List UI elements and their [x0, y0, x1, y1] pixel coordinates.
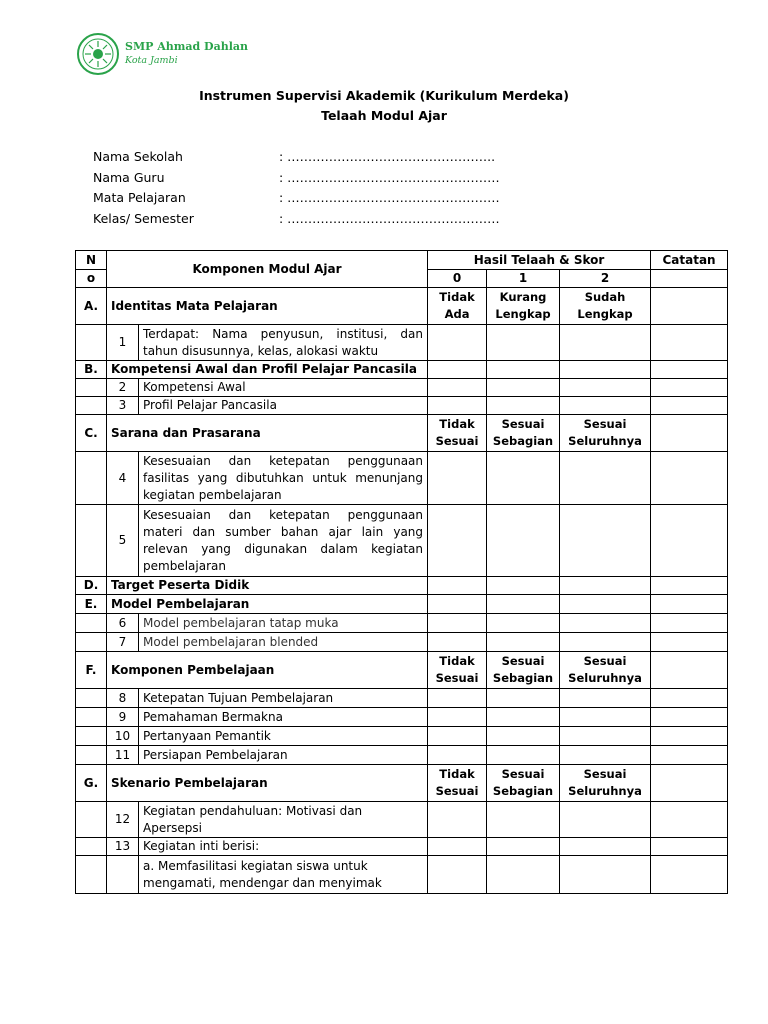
score-cell[interactable]	[487, 397, 560, 415]
notes-cell	[651, 652, 728, 689]
score-cell[interactable]	[487, 856, 560, 894]
table-row	[76, 397, 728, 415]
section-row	[76, 288, 728, 325]
info-value: : ……………………………………………	[279, 211, 500, 226]
section-letter: C.	[76, 415, 107, 452]
score-cell[interactable]	[487, 746, 560, 765]
section-letter: A.	[76, 288, 107, 325]
section-title: Target Peserta Didik	[107, 577, 428, 595]
score-cell[interactable]	[428, 397, 487, 415]
item-text: Kegiatan pendahuluan: Motivasi dan Apersepsi	[139, 802, 428, 838]
table-row	[76, 614, 728, 633]
section-letter: B.	[76, 361, 107, 379]
item-no: 13	[107, 838, 139, 856]
section-row	[76, 577, 728, 595]
score-cell[interactable]	[560, 397, 651, 415]
header-score-1: 1	[487, 270, 560, 288]
header-score-2: 2	[560, 270, 651, 288]
score-cell[interactable]	[560, 614, 651, 633]
option-label: Sesuai Seluruhnya	[560, 652, 651, 689]
section-row	[76, 415, 728, 452]
notes-cell	[651, 415, 728, 452]
info-label: Mata Pelajaran	[93, 190, 186, 205]
section-row	[76, 595, 728, 614]
score-cell[interactable]	[428, 379, 487, 397]
option-label: Sesuai Sebagian	[487, 652, 560, 689]
score-cell[interactable]	[487, 708, 560, 727]
score-cell[interactable]	[487, 802, 560, 838]
notes-cell[interactable]	[651, 746, 728, 765]
score-cell[interactable]	[428, 727, 487, 746]
school-emblem-icon	[77, 33, 119, 75]
item-text: Kegiatan inti berisi:	[139, 838, 428, 856]
item-no: 8	[107, 689, 139, 708]
score-cell[interactable]	[487, 633, 560, 652]
section-title: Identitas Mata Pelajaran	[107, 288, 428, 325]
item-text: Terdapat: Nama penyusun, institusi, dan tahun disusunnya, kelas, alokasi waktu	[139, 325, 428, 361]
section-letter: G.	[76, 765, 107, 802]
info-value: : …………………………………………..	[279, 149, 496, 164]
score-cell[interactable]	[428, 689, 487, 708]
score-cell[interactable]	[487, 614, 560, 633]
section-letter: E.	[76, 595, 107, 614]
table-header-row	[76, 251, 728, 270]
section-letter: D.	[76, 577, 107, 595]
score-cell[interactable]	[560, 856, 651, 894]
score-cell[interactable]	[428, 838, 487, 856]
item-text: Kompetensi Awal	[139, 379, 428, 397]
score-cell[interactable]	[428, 708, 487, 727]
section-title: Sarana dan Prasarana	[107, 415, 428, 452]
notes-cell[interactable]	[651, 505, 728, 577]
notes-cell[interactable]	[651, 689, 728, 708]
item-no: 10	[107, 727, 139, 746]
notes-cell[interactable]	[651, 452, 728, 505]
table-row	[76, 838, 728, 856]
document-title: Instrumen Supervisi Akademik (Kurikulum Merdeka)	[199, 88, 569, 103]
item-text: Pemahaman Bermakna	[139, 708, 428, 727]
item-no: 4	[107, 452, 139, 505]
score-cell[interactable]	[487, 379, 560, 397]
score-cell[interactable]	[560, 727, 651, 746]
score-cell[interactable]	[560, 325, 651, 361]
item-no: 11	[107, 746, 139, 765]
item-text: Persiapan Pembelajaran	[139, 746, 428, 765]
section-title: Model Pembelajaran	[107, 595, 428, 614]
table-row	[76, 856, 728, 894]
header-notes: Catatan	[651, 251, 728, 270]
table-row	[76, 452, 728, 505]
notes-cell[interactable]	[651, 397, 728, 415]
header-no-b: o	[76, 270, 107, 288]
item-no: 9	[107, 708, 139, 727]
score-cell[interactable]	[560, 708, 651, 727]
score-cell[interactable]	[428, 505, 487, 577]
option-label: Tidak Sesuai	[428, 765, 487, 802]
table-row	[76, 379, 728, 397]
table-row	[76, 505, 728, 577]
table-row	[76, 633, 728, 652]
item-text: Model pembelajaran blended	[139, 633, 428, 652]
notes-cell[interactable]	[651, 838, 728, 856]
info-value: : ……………………………………………	[279, 190, 500, 205]
score-cell[interactable]	[428, 802, 487, 838]
info-label: Nama Guru	[93, 170, 165, 185]
notes-cell[interactable]	[651, 856, 728, 894]
section-row	[76, 361, 728, 379]
score-cell[interactable]	[487, 727, 560, 746]
notes-cell[interactable]	[651, 379, 728, 397]
notes-cell[interactable]	[651, 708, 728, 727]
item-no: 5	[107, 505, 139, 577]
notes-cell	[651, 765, 728, 802]
score-cell[interactable]	[428, 746, 487, 765]
notes-cell[interactable]	[651, 802, 728, 838]
option-label: Tidak Sesuai	[428, 652, 487, 689]
score-cell[interactable]	[560, 379, 651, 397]
notes-cell[interactable]	[651, 727, 728, 746]
table-row	[76, 689, 728, 708]
option-label: Sudah Lengkap	[560, 288, 651, 325]
section-row	[76, 652, 728, 689]
item-text: Model pembelajaran tatap muka	[139, 614, 428, 633]
item-no: 7	[107, 633, 139, 652]
school-name: SMP Ahmad Dahlan	[125, 40, 249, 53]
notes-cell	[651, 270, 728, 288]
score-cell[interactable]	[560, 505, 651, 577]
option-label: Sesuai Seluruhnya	[560, 765, 651, 802]
item-no: 1	[107, 325, 139, 361]
score-cell[interactable]	[560, 452, 651, 505]
info-label: Kelas/ Semester	[93, 211, 194, 226]
score-cell[interactable]	[487, 325, 560, 361]
header-score-0: 0	[428, 270, 487, 288]
table-row	[76, 802, 728, 838]
item-no	[107, 856, 139, 894]
school-logo	[77, 33, 277, 77]
item-text: Pertanyaan Pemantik	[139, 727, 428, 746]
info-value: : ……………………………………………	[279, 170, 500, 185]
score-cell[interactable]	[560, 802, 651, 838]
item-text: Kesesuaian dan ketepatan penggunaan fasilitas yang dibutuhkan untuk menunjang kegiatan pembelajaran	[139, 452, 428, 505]
option-label: Sesuai Sebagian	[487, 415, 560, 452]
section-title: Skenario Pembelajaran	[107, 765, 428, 802]
option-label: Kurang Lengkap	[487, 288, 560, 325]
option-label: Sesuai Sebagian	[487, 765, 560, 802]
score-cell[interactable]	[487, 689, 560, 708]
supervision-table	[75, 250, 728, 894]
option-label: Sesuai Seluruhnya	[560, 415, 651, 452]
score-cell[interactable]	[560, 689, 651, 708]
school-city: Kota Jambi	[125, 55, 178, 66]
score-cell[interactable]	[560, 633, 651, 652]
table-row	[76, 708, 728, 727]
item-text: a. Memfasilitasi kegiatan siswa untuk mengamati, mendengar dan menyimak	[139, 856, 428, 894]
item-text: Kesesuaian dan ketepatan penggunaan materi dan sumber bahan ajar lain yang relevan yang digunakan dalam kegiatan pembelajaran	[139, 505, 428, 577]
section-letter: F.	[76, 652, 107, 689]
notes-cell[interactable]	[651, 614, 728, 633]
notes-cell[interactable]	[651, 325, 728, 361]
section-title: Kompetensi Awal dan Profil Pelajar Pancasila	[107, 361, 428, 379]
section-row	[76, 765, 728, 802]
score-cell[interactable]	[487, 505, 560, 577]
info-label: Nama Sekolah	[93, 149, 183, 164]
score-cell[interactable]	[428, 614, 487, 633]
notes-cell[interactable]	[651, 633, 728, 652]
header-no-a: N	[76, 251, 107, 270]
header-result: Hasil Telaah & Skor	[428, 251, 651, 270]
item-text: Ketepatan Tujuan Pembelajaran	[139, 689, 428, 708]
section-title: Komponen Pembelajaan	[107, 652, 428, 689]
notes-cell	[651, 288, 728, 325]
header-component: Komponen Modul Ajar	[107, 251, 428, 288]
table-row	[76, 325, 728, 361]
score-cell[interactable]	[560, 746, 651, 765]
item-no: 3	[107, 397, 139, 415]
document-subtitle: Telaah Modul Ajar	[321, 108, 447, 123]
score-cell[interactable]	[428, 633, 487, 652]
score-cell[interactable]	[428, 856, 487, 894]
score-cell[interactable]	[487, 838, 560, 856]
option-label: Tidak Ada	[428, 288, 487, 325]
score-cell[interactable]	[428, 452, 487, 505]
table-row	[76, 746, 728, 765]
item-text: Profil Pelajar Pancasila	[139, 397, 428, 415]
option-label: Tidak Sesuai	[428, 415, 487, 452]
table-row	[76, 727, 728, 746]
item-no: 2	[107, 379, 139, 397]
score-cell[interactable]	[428, 325, 487, 361]
item-no: 12	[107, 802, 139, 838]
score-cell[interactable]	[560, 838, 651, 856]
score-cell[interactable]	[487, 452, 560, 505]
item-no: 6	[107, 614, 139, 633]
